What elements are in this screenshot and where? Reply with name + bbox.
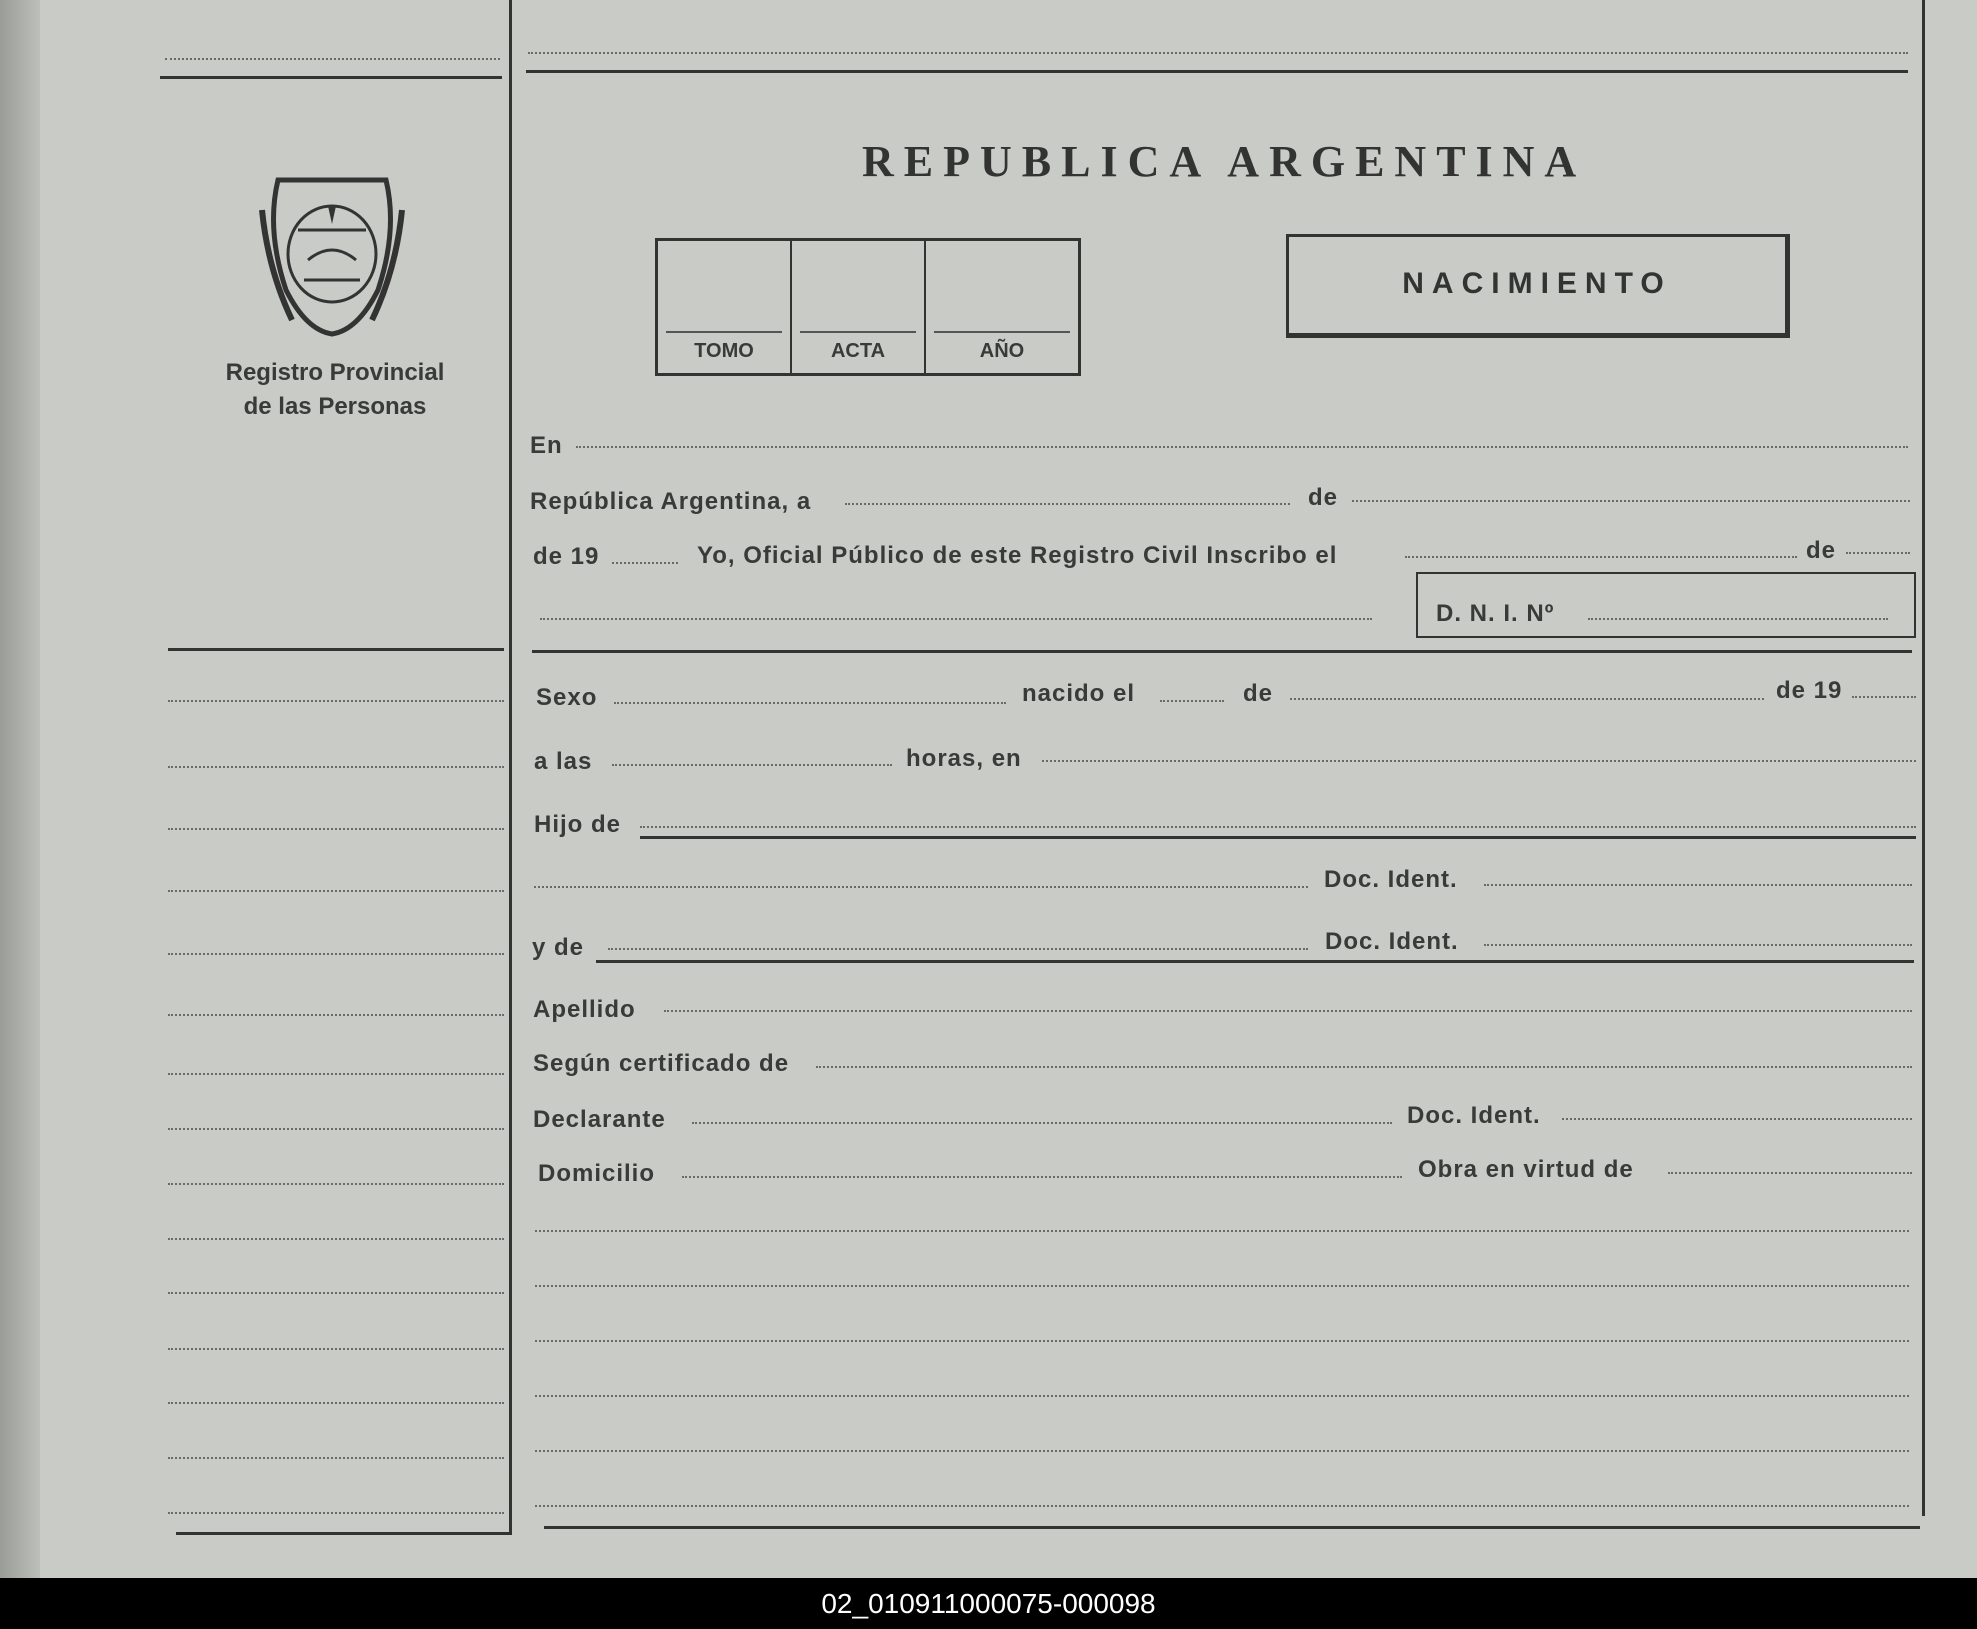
top-right-rule bbox=[526, 70, 1908, 73]
sexo-field[interactable] bbox=[614, 702, 1006, 704]
certificado-field[interactable] bbox=[816, 1066, 1912, 1068]
birth-day-field[interactable] bbox=[1160, 700, 1224, 702]
domicilio-field[interactable] bbox=[682, 1176, 1402, 1178]
margin-line-1[interactable] bbox=[168, 700, 504, 702]
bottom-left-rule bbox=[176, 1532, 512, 1535]
birth-month-field[interactable] bbox=[1290, 698, 1764, 700]
misiones-seal-icon bbox=[258, 170, 406, 338]
declarante-field[interactable] bbox=[692, 1122, 1392, 1124]
republica-label: República Argentina, a bbox=[530, 488, 812, 515]
acta-underline bbox=[800, 331, 916, 333]
de19-label: de 19 bbox=[533, 543, 600, 570]
top-left-rule bbox=[160, 76, 502, 79]
apellido-label: Apellido bbox=[533, 996, 636, 1023]
en-label: En bbox=[530, 432, 563, 459]
dni-field[interactable] bbox=[1588, 618, 1888, 620]
inscribo-field[interactable] bbox=[1405, 556, 1797, 558]
tomo-label: TOMO bbox=[694, 340, 754, 362]
notes-line-1[interactable] bbox=[535, 1230, 1909, 1232]
birth-year-field[interactable] bbox=[1852, 696, 1916, 698]
domicilio-label: Domicilio bbox=[538, 1160, 656, 1187]
doc-ident-label-1: Doc. Ident. bbox=[1324, 866, 1458, 893]
record-type-box bbox=[1286, 234, 1790, 338]
margin-line-14[interactable] bbox=[168, 1457, 504, 1459]
de-label-1: de bbox=[1308, 484, 1339, 511]
a-las-label: a las bbox=[534, 748, 593, 775]
tomo-underline bbox=[666, 331, 782, 333]
margin-line-7[interactable] bbox=[168, 1073, 504, 1075]
obra-en-virtud-label: Obra en virtud de bbox=[1418, 1156, 1634, 1183]
document-title: REPUBLICA ARGENTINA bbox=[862, 137, 1587, 186]
notes-line-4[interactable] bbox=[535, 1395, 1909, 1397]
margin-line-13[interactable] bbox=[168, 1402, 504, 1404]
notes-line-3[interactable] bbox=[535, 1340, 1909, 1342]
margin-line-2[interactable] bbox=[168, 766, 504, 768]
top-left-dotted-line bbox=[165, 58, 500, 60]
y-de-label: y de bbox=[532, 934, 585, 961]
notes-line-5[interactable] bbox=[535, 1450, 1909, 1452]
hour-field[interactable] bbox=[612, 764, 892, 766]
registry-line-1: Registro Provincial bbox=[225, 359, 445, 386]
segun-certificado-label: Según certificado de bbox=[533, 1050, 790, 1077]
margin-line-4[interactable] bbox=[168, 890, 504, 892]
mother-underline bbox=[596, 960, 1914, 963]
record-type-label: NACIMIENTO bbox=[1402, 267, 1672, 300]
margin-line-8[interactable] bbox=[168, 1128, 504, 1130]
acta-label: ACTA bbox=[830, 340, 886, 362]
ano-underline bbox=[934, 331, 1070, 333]
birth-place-field[interactable] bbox=[1042, 760, 1916, 762]
declarante-doc-field[interactable] bbox=[1562, 1118, 1912, 1120]
right-border bbox=[1922, 0, 1925, 1516]
top-right-dotted-line bbox=[528, 52, 1908, 54]
year-field[interactable] bbox=[612, 562, 678, 564]
month-field[interactable] bbox=[1352, 500, 1910, 502]
sexo-label: Sexo bbox=[536, 684, 598, 711]
first-section-rule bbox=[532, 650, 1912, 653]
declarante-label: Declarante bbox=[533, 1106, 666, 1133]
de-label-2: de bbox=[1806, 537, 1837, 564]
dni-label: D. N. I. Nº bbox=[1436, 600, 1555, 627]
de-label-3: de bbox=[1243, 680, 1274, 707]
father-doc-field[interactable] bbox=[1484, 884, 1912, 886]
nacido-el-label: nacido el bbox=[1022, 680, 1136, 707]
left-column-divider bbox=[509, 0, 512, 1535]
yo-oficial-label: Yo, Oficial Público de este Registro Civil Inscribo el bbox=[697, 542, 1338, 569]
left-section-rule bbox=[168, 648, 504, 651]
margin-line-15[interactable] bbox=[168, 1512, 504, 1514]
margin-line-6[interactable] bbox=[168, 1014, 504, 1016]
doc-ident-label-3: Doc. Ident. bbox=[1407, 1102, 1541, 1129]
obra-field[interactable] bbox=[1668, 1172, 1912, 1174]
father-continued-field[interactable] bbox=[534, 886, 1308, 888]
reference-box bbox=[655, 238, 1081, 376]
day-field[interactable] bbox=[845, 503, 1290, 505]
margin-line-5[interactable] bbox=[168, 953, 504, 955]
inscribo-name-field[interactable] bbox=[540, 618, 1372, 620]
dni-box bbox=[1416, 572, 1916, 638]
ano-cell[interactable] bbox=[926, 241, 1078, 373]
en-field[interactable] bbox=[576, 446, 1908, 448]
page-edge-shadow bbox=[0, 0, 40, 1578]
registry-label bbox=[210, 356, 460, 424]
de19-label-2: de 19 bbox=[1776, 677, 1843, 704]
father-field[interactable] bbox=[640, 826, 1916, 828]
notes-line-2[interactable] bbox=[535, 1285, 1909, 1287]
doc-ident-label-2: Doc. Ident. bbox=[1325, 928, 1459, 955]
hijo-de-label: Hijo de bbox=[534, 811, 622, 838]
notes-line-6[interactable] bbox=[535, 1505, 1909, 1507]
margin-line-9[interactable] bbox=[168, 1183, 504, 1185]
horas-en-label: horas, en bbox=[906, 745, 1022, 772]
margin-line-10[interactable] bbox=[168, 1238, 504, 1240]
margin-line-12[interactable] bbox=[168, 1348, 504, 1350]
ano-label: AÑO bbox=[979, 340, 1025, 362]
mother-doc-field[interactable] bbox=[1484, 944, 1912, 946]
apellido-field[interactable] bbox=[664, 1010, 1912, 1012]
image-caption: 02_010911000075-000098 bbox=[821, 1588, 1156, 1619]
father-underline bbox=[640, 836, 1916, 839]
bottom-right-rule bbox=[544, 1526, 1920, 1529]
mother-field[interactable] bbox=[608, 948, 1308, 950]
registry-line-2: de las Personas bbox=[243, 393, 427, 420]
margin-line-3[interactable] bbox=[168, 828, 504, 830]
margin-line-11[interactable] bbox=[168, 1292, 504, 1294]
tomo-cell[interactable] bbox=[658, 241, 792, 373]
acta-cell[interactable] bbox=[792, 241, 926, 373]
inscribo-month-field[interactable] bbox=[1846, 552, 1910, 554]
